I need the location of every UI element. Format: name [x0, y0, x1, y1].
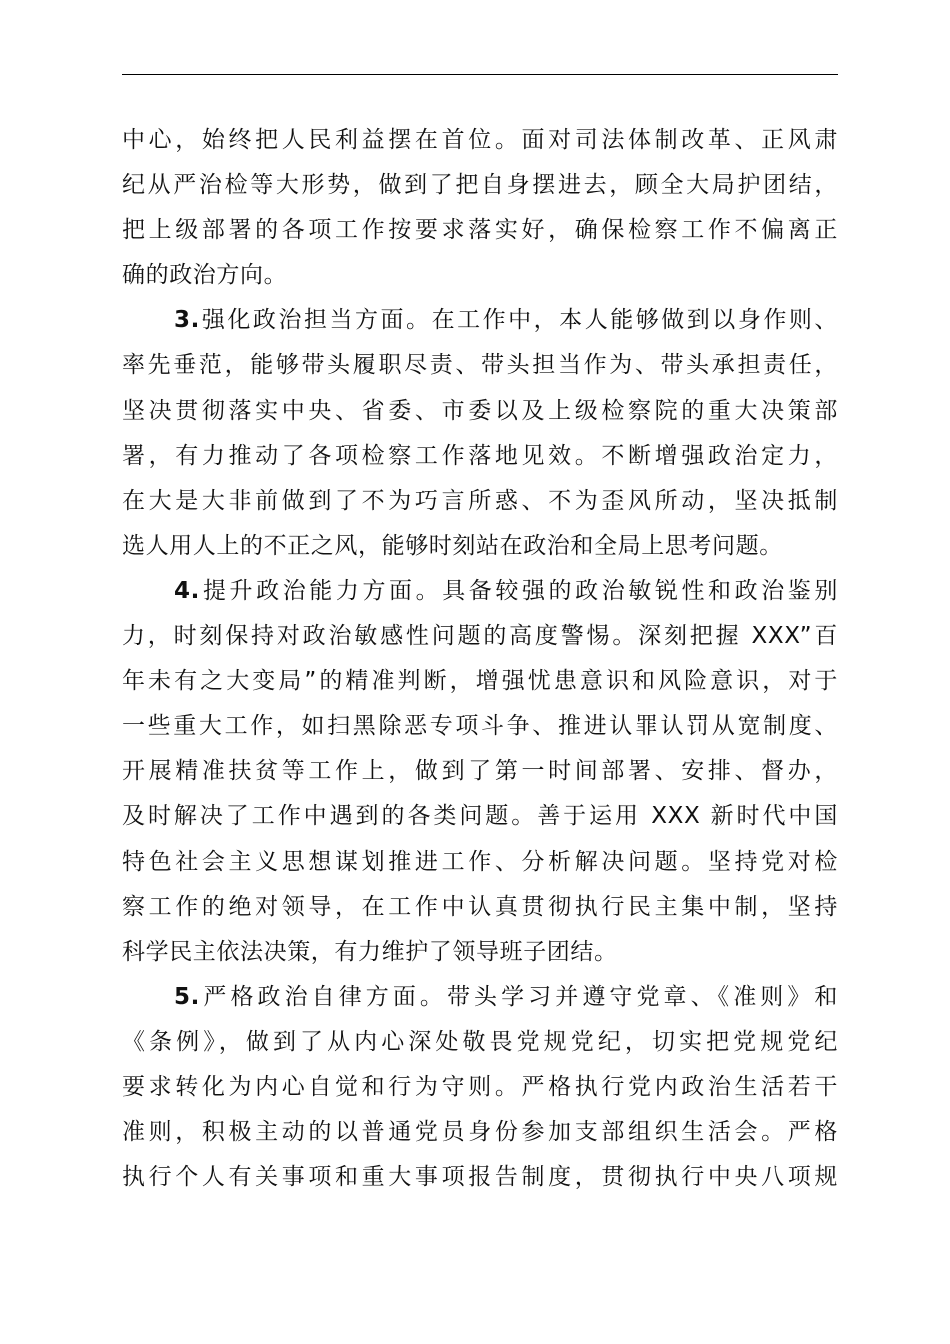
text-line: 开展精准扶贫等工作上，做到了第一时间部署、安排、督办， — [122, 758, 838, 785]
text-line: 提升政治能力方面。具备较强的政治敏锐性和政治鉴别 — [199, 577, 838, 604]
text-line: 署，有力推动了各项检察工作落地见效。不断增强政治定力， — [122, 442, 838, 469]
text-line: 《条例》，做到了从内心深处敬畏党规党纪，切实把党规党纪 — [122, 1028, 838, 1055]
text-line: 确的政治方向。 — [122, 262, 288, 289]
text-line: 严格政治自律方面。带头学习并遵守党章、《准则》和 — [199, 983, 838, 1010]
text-line: 坚决贯彻落实中央、省委、市委以及上级检察院的重大决策部 — [122, 397, 838, 424]
text-line: 要求转化为内心自觉和行为守则。严格执行党内政治生活若干 — [122, 1073, 838, 1100]
text-line: 特色社会主义思想谋划推进工作、分析解决问题。坚持党对检 — [122, 848, 838, 875]
text-line: 纪从严治检等大形势，做到了把自身摆进去，顾全大局护团结， — [122, 172, 838, 199]
text-line: 科学民主依法决策，有力维护了领导班子团结。 — [122, 938, 618, 965]
text-line: 中心，始终把人民利益摆在首位。面对司法体制改革、正风肃 — [122, 127, 838, 153]
text-line: 率先垂范，能够带头履职尽责、带头担当作为、带头承担责任， — [122, 352, 838, 379]
paragraph-first-line — [122, 569, 838, 614]
text-line: 一些重大工作，如扫黑除恶专项斗争、推进认罪认罚从宽制度、 — [122, 713, 838, 740]
paragraph-number: 3. — [174, 307, 200, 334]
text-line: 执行个人有关事项和重大事项报告制度，贯彻执行中央八项规 — [122, 1164, 838, 1191]
paragraph-number: 4. — [174, 577, 200, 604]
text-line: 在大是大非前做到了不为巧言所惑、不为歪风所动，坚决抵制 — [122, 487, 838, 514]
text-line: 察工作的绝对领导，在工作中认真贯彻执行民主集中制，坚持 — [122, 893, 838, 920]
text-line: 选人用人上的不正之风，能够时刻站在政治和全局上思考问题。 — [122, 532, 783, 559]
document-body — [122, 118, 838, 1200]
paragraph-first-line — [122, 975, 838, 1020]
text-line: 强化政治担当方面。在工作中，本人能够做到以身作则、 — [199, 307, 838, 334]
paragraph-first-line — [122, 298, 838, 343]
paragraph-number: 5. — [174, 983, 200, 1010]
text-line: 准则，积极主动的以普通党员身份参加支部组织生活会。严格 — [122, 1119, 838, 1146]
text-line: 力，时刻保持对政治敏感性问题的高度警惕。深刻把握 XXX”百 — [122, 623, 838, 650]
text-line: 年未有之大变局”的精准判断，增强忧患意识和风险意识，对于 — [122, 668, 838, 695]
text-line: 把上级部署的各项工作按要求落实好，确保检察工作不偏离正 — [122, 217, 838, 244]
header-rule — [122, 74, 838, 75]
text-line: 及时解决了工作中遇到的各类问题。善于运用 XXX 新时代中国 — [122, 803, 838, 830]
